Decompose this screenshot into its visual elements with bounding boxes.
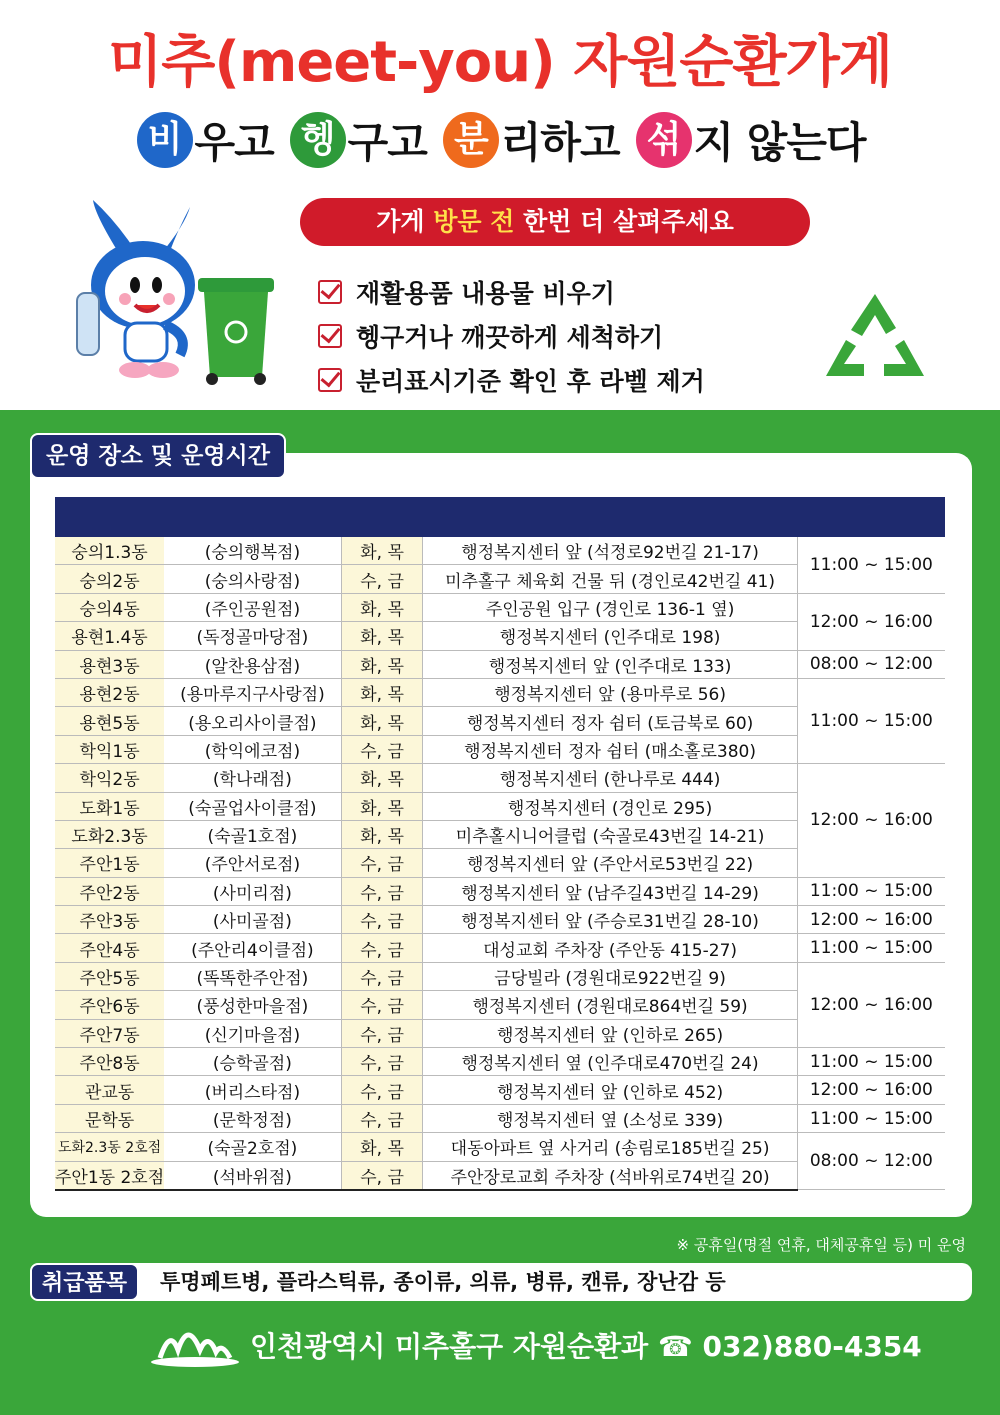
cell-loc: 행정복지센터 정자 쉼터 (매소홀로380) bbox=[423, 735, 797, 763]
cell-loc: 행정복지센터 앞 (인하로 265) bbox=[423, 1019, 797, 1047]
cell-days: 화, 목 bbox=[341, 678, 423, 706]
slogan-word: 구고 bbox=[347, 118, 427, 167]
cell-time: 08:00 ~ 12:00 bbox=[797, 1133, 945, 1190]
table-row bbox=[55, 877, 945, 905]
cell-days: 화, 목 bbox=[341, 593, 423, 621]
cell-store: (버리스타점) bbox=[164, 1076, 341, 1104]
recycle-icon bbox=[820, 288, 930, 388]
cell-dong: 주안4동 bbox=[55, 934, 164, 962]
table-row bbox=[55, 764, 945, 792]
cell-loc: 행정복지센터 앞 (남주길43번길 14-29) bbox=[423, 877, 797, 905]
cell-time: 11:00 ~ 15:00 bbox=[797, 1104, 945, 1132]
cell-dong: 주안7동 bbox=[55, 1019, 164, 1047]
cell-days: 화, 목 bbox=[341, 792, 423, 820]
cell-store: (주안리4이클점) bbox=[164, 934, 341, 962]
table-row bbox=[55, 650, 945, 678]
cell-time: 12:00 ~ 16:00 bbox=[797, 962, 945, 1047]
cell-time: 11:00 ~ 15:00 bbox=[797, 537, 945, 593]
table-row bbox=[55, 962, 945, 990]
cell-store: (똑똑한주안점) bbox=[164, 962, 341, 990]
cell-loc: 행정복지센터 (경원대로864번길 59) bbox=[423, 991, 797, 1019]
cell-loc: 미추홀시니어클럽 (숙골로43번길 14-21) bbox=[423, 820, 797, 848]
cell-loc: 행정복지센터 옆 (소성로 339) bbox=[423, 1104, 797, 1132]
cell-loc: 주안장로교회 주차장 (석바위로74번길 20) bbox=[423, 1161, 797, 1190]
cell-loc: 금당빌라 (경원대로922번길 9) bbox=[423, 962, 797, 990]
schedule-table bbox=[55, 497, 945, 1191]
cell-loc: 행정복지센터 앞 (주승로31번길 28-10) bbox=[423, 906, 797, 934]
checkbox-icon bbox=[318, 280, 342, 304]
cell-store: (신기마을점) bbox=[164, 1019, 341, 1047]
cell-dong: 학익2동 bbox=[55, 764, 164, 792]
cell-store: (숭의행복점) bbox=[164, 537, 341, 565]
cell-days: 수, 금 bbox=[341, 565, 423, 593]
mountain-logo-icon bbox=[150, 1318, 240, 1368]
cell-time: 12:00 ~ 16:00 bbox=[797, 1076, 945, 1104]
cell-days: 화, 목 bbox=[341, 764, 423, 792]
cell-days: 화, 목 bbox=[341, 650, 423, 678]
cell-dong: 용현1.4동 bbox=[55, 622, 164, 650]
cell-dong: 주안6동 bbox=[55, 991, 164, 1019]
cell-days: 화, 목 bbox=[341, 622, 423, 650]
cell-store: (숭의사랑점) bbox=[164, 565, 341, 593]
page-title: 미추(meet-you) 자원순환가게 bbox=[108, 30, 892, 95]
cell-store: (학익에코점) bbox=[164, 735, 341, 763]
cell-dong: 숭의4동 bbox=[55, 593, 164, 621]
mascot-illustration bbox=[65, 195, 195, 385]
table-row bbox=[55, 906, 945, 934]
table-header-row bbox=[55, 497, 945, 537]
cell-time: 12:00 ~ 16:00 bbox=[797, 764, 945, 878]
cell-store: (사미리점) bbox=[164, 877, 341, 905]
cell-days: 수, 금 bbox=[341, 1019, 423, 1047]
cell-days: 수, 금 bbox=[341, 849, 423, 877]
slogan-initial: 헹 bbox=[290, 112, 346, 168]
table-row bbox=[55, 1076, 945, 1104]
table-row bbox=[55, 1104, 945, 1132]
cell-dong: 관교동 bbox=[55, 1076, 164, 1104]
cell-days: 수, 금 bbox=[341, 962, 423, 990]
cell-store: (주안서로점) bbox=[164, 849, 341, 877]
cell-loc: 대동아파트 옆 사거리 (송림로185번길 25) bbox=[423, 1133, 797, 1161]
cell-dong: 주안5동 bbox=[55, 962, 164, 990]
cell-days: 수, 금 bbox=[341, 906, 423, 934]
cell-loc: 주인공원 입구 (경인로 136-1 옆) bbox=[423, 593, 797, 621]
table-row bbox=[55, 537, 945, 565]
cell-time: 12:00 ~ 16:00 bbox=[797, 593, 945, 650]
cell-store: (숙골1호점) bbox=[164, 820, 341, 848]
checklist-item: 헹구거나 깨끗하게 세척하기 bbox=[318, 314, 705, 358]
cell-days: 화, 목 bbox=[341, 537, 423, 565]
cell-store: (승학골점) bbox=[164, 1048, 341, 1076]
checklist-item: 재활용품 내용물 비우기 bbox=[318, 270, 705, 314]
cell-dong: 학익1동 bbox=[55, 735, 164, 763]
cell-loc: 행정복지센터 앞 (인하로 452) bbox=[423, 1076, 797, 1104]
cell-dong: 주안3동 bbox=[55, 906, 164, 934]
cell-store: (알찬용삼점) bbox=[164, 650, 341, 678]
footer-contact: 인천광역시 미추홀구 자원순환과 ☎ 032)880-4354 bbox=[250, 1330, 922, 1363]
cell-store: (석바위점) bbox=[164, 1161, 341, 1190]
visit-reminder-banner: 가게 방문 전 한번 더 살펴주세요 bbox=[300, 198, 810, 246]
slogan-word: 우고 bbox=[194, 118, 274, 167]
cell-dong: 주안1동 2호점 bbox=[55, 1161, 164, 1190]
cell-dong: 도화2.3동 2호점 bbox=[55, 1133, 164, 1161]
cell-store: (용마루지구사랑점) bbox=[164, 678, 341, 706]
cell-loc: 행정복지센터 (인주대로 198) bbox=[423, 622, 797, 650]
cell-loc: 행정복지센터 옆 (인주대로470번길 24) bbox=[423, 1048, 797, 1076]
cell-loc: 행정복지센터 (한나루로 444) bbox=[423, 764, 797, 792]
cell-days: 화, 목 bbox=[341, 820, 423, 848]
cell-time: 11:00 ~ 15:00 bbox=[797, 1048, 945, 1076]
cell-days: 수, 금 bbox=[341, 735, 423, 763]
cell-dong: 주안1동 bbox=[55, 849, 164, 877]
cell-store: (독정골마당점) bbox=[164, 622, 341, 650]
cell-dong: 용현3동 bbox=[55, 650, 164, 678]
slogan bbox=[0, 110, 1000, 170]
cell-store: (주인공원점) bbox=[164, 593, 341, 621]
cell-loc: 행정복지센터 앞 (석정로92번길 21-17) bbox=[423, 537, 797, 565]
checkbox-icon bbox=[318, 368, 342, 392]
checkbox-icon bbox=[318, 324, 342, 348]
cell-loc: 행정복지센터 앞 (용마루로 56) bbox=[423, 678, 797, 706]
cell-dong: 용현2동 bbox=[55, 678, 164, 706]
cell-days: 수, 금 bbox=[341, 1161, 423, 1190]
slogan-word: 리하고 bbox=[500, 118, 620, 167]
cell-store: (풍성한마을점) bbox=[164, 991, 341, 1019]
cell-days: 수, 금 bbox=[341, 1104, 423, 1132]
cell-dong: 도화2.3동 bbox=[55, 820, 164, 848]
cell-dong: 숭의1.3동 bbox=[55, 537, 164, 565]
cell-dong: 주안8동 bbox=[55, 1048, 164, 1076]
cell-loc: 행정복지센터 정자 쉼터 (토금북로 60) bbox=[423, 707, 797, 735]
recycle-bin-illustration bbox=[196, 272, 276, 387]
cell-dong: 숭의2동 bbox=[55, 565, 164, 593]
items-tag: 취급품목 bbox=[30, 1263, 139, 1301]
cell-store: (용오리사이클점) bbox=[164, 707, 341, 735]
table-row bbox=[55, 678, 945, 706]
slogan-word: 지 않는다 bbox=[693, 118, 866, 167]
cell-store: (숙골2호점) bbox=[164, 1133, 341, 1161]
checklist bbox=[318, 270, 705, 402]
items-text: 투명페트병, 플라스틱류, 종이류, 의류, 병류, 캔류, 장난감 등 bbox=[160, 1270, 726, 1294]
cell-dong: 도화1동 bbox=[55, 792, 164, 820]
cell-store: (학나래점) bbox=[164, 764, 341, 792]
table-row bbox=[55, 1133, 945, 1161]
cell-days: 화, 목 bbox=[341, 707, 423, 735]
cell-loc: 대성교회 주차장 (주안동 415-27) bbox=[423, 934, 797, 962]
cell-dong: 주안2동 bbox=[55, 877, 164, 905]
table-row bbox=[55, 593, 945, 621]
table-row bbox=[55, 934, 945, 962]
cell-store: (숙골업사이클점) bbox=[164, 792, 341, 820]
cell-days: 수, 금 bbox=[341, 991, 423, 1019]
cell-days: 수, 금 bbox=[341, 877, 423, 905]
cell-loc: 행정복지센터 앞 (주안서로53번길 22) bbox=[423, 849, 797, 877]
holiday-note: ※ 공휴일(명절 연휴, 대체공휴일 등) 미 운영 bbox=[676, 1236, 966, 1254]
cell-time: 08:00 ~ 12:00 bbox=[797, 650, 945, 678]
slogan-initial: 분 bbox=[443, 112, 499, 168]
section-tag: 운영 장소 및 운영시간 bbox=[30, 433, 286, 479]
slogan-initial: 섞 bbox=[636, 112, 692, 168]
cell-time: 11:00 ~ 15:00 bbox=[797, 934, 945, 962]
cell-time: 11:00 ~ 15:00 bbox=[797, 877, 945, 905]
cell-days: 화, 목 bbox=[341, 1133, 423, 1161]
cell-store: (문학정점) bbox=[164, 1104, 341, 1132]
slogan-initial: 비 bbox=[137, 112, 193, 168]
cell-dong: 문학동 bbox=[55, 1104, 164, 1132]
cell-days: 수, 금 bbox=[341, 934, 423, 962]
checklist-item: 분리표시기준 확인 후 라벨 제거 bbox=[318, 358, 705, 402]
cell-time: 12:00 ~ 16:00 bbox=[797, 906, 945, 934]
cell-loc: 미추홀구 체육회 건물 뒤 (경인로42번길 41) bbox=[423, 565, 797, 593]
cell-loc: 행정복지센터 앞 (인주대로 133) bbox=[423, 650, 797, 678]
table-row bbox=[55, 1048, 945, 1076]
cell-store: (사미골점) bbox=[164, 906, 341, 934]
cell-loc: 행정복지센터 (경인로 295) bbox=[423, 792, 797, 820]
cell-time: 11:00 ~ 15:00 bbox=[797, 678, 945, 763]
cell-dong: 용현5동 bbox=[55, 707, 164, 735]
cell-days: 수, 금 bbox=[341, 1048, 423, 1076]
cell-days: 수, 금 bbox=[341, 1076, 423, 1104]
